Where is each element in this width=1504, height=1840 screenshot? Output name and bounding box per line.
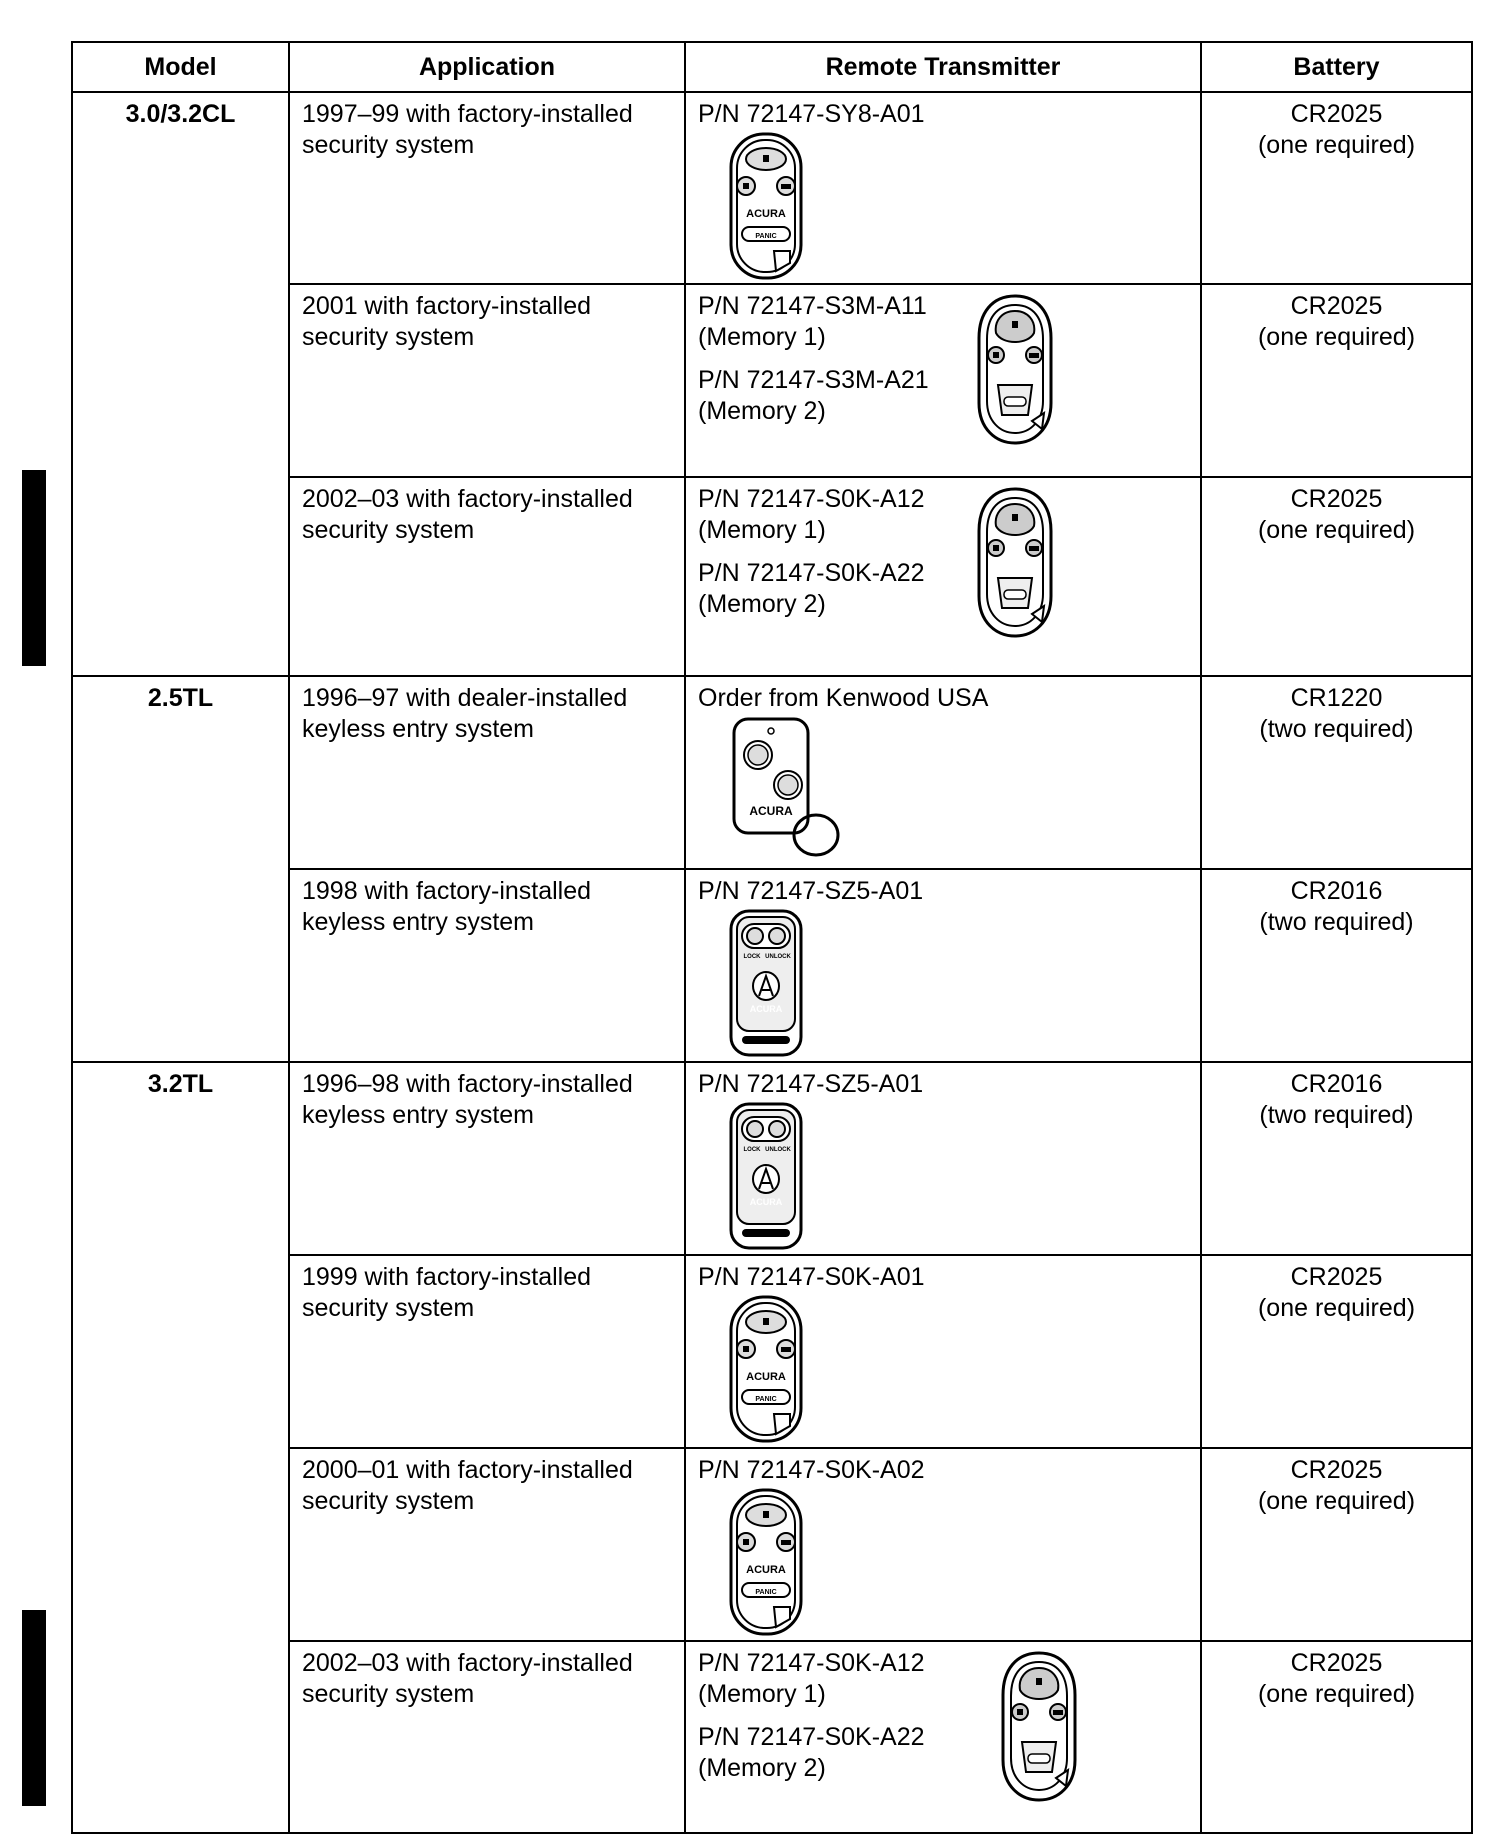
battery-cell [1201,284,1472,477]
oval-panic-icon [728,1487,804,1645]
application-text: security system [302,323,475,351]
application-cell [289,676,685,869]
battery-cell [1201,1255,1472,1448]
header-row [72,42,1472,92]
transmitter-text: P/N 72147-S0K-A02 [698,1456,925,1484]
table-row [72,1062,1472,1255]
battery-text: CR2025 [1290,485,1383,513]
battery-text: (one required) [1257,323,1416,351]
battery-text: CR2016 [1290,877,1383,905]
application-text: 2000–01 with factory-installed [302,1456,633,1484]
svg-text:ACURA: ACURA [749,1004,783,1014]
transmitter-cell [685,869,1201,1062]
kenwood-fob-icon [728,713,848,871]
application-cell [289,284,685,477]
transmitter-text: P/N 72147-SY8-A01 [698,100,925,128]
lock-unlock-fob-icon [728,908,804,1066]
battery-cell [1201,1448,1472,1641]
transmitter-cell [685,1448,1201,1641]
application-cell [289,1255,685,1448]
transmitter-text: P/N 72147-S3M-A21 [698,366,929,394]
oval-panic-icon [728,1294,804,1452]
transmitter-text: (Memory 2) [698,397,826,425]
application-text: security system [302,131,475,159]
application-text: 2002–03 with factory-installed [302,485,633,513]
table-row [72,676,1472,869]
application-text: 1998 with factory-installed [302,877,592,905]
lock-unlock-fob-icon [728,1101,804,1259]
header-battery: Battery [1201,42,1472,92]
application-text: security system [302,1680,475,1708]
svg-text:ACURA: ACURA [746,1371,786,1383]
transmitter-text: P/N 72147-S0K-A22 [698,1723,925,1751]
svg-text:LOCK: LOCK [743,1147,761,1153]
battery-text: CR1220 [1290,684,1383,712]
transmitter-cell [685,1255,1201,1448]
application-text: 1999 with factory-installed [302,1263,592,1291]
transmitter-text: (Memory 1) [698,323,826,351]
battery-cell [1201,1062,1472,1255]
application-cell [289,477,685,676]
svg-text:PANIC: PANIC [755,1396,777,1403]
memory-fob-icon [1000,1650,1078,1812]
battery-text: CR2025 [1290,1456,1383,1484]
battery-cell [1201,869,1472,1062]
battery-cell [1201,1641,1472,1833]
transmitter-cell [685,92,1201,284]
application-text: keyless entry system [302,1101,535,1129]
model-cell: 3.0/3.2CL [72,92,289,676]
transmitter-text: P/N 72147-S0K-A12 [698,485,925,513]
application-text: security system [302,516,475,544]
application-cell [289,1641,685,1833]
transmitter-text: Order from Kenwood USA [698,684,989,712]
transmitter-text: (Memory 2) [698,1754,826,1782]
model-cell: 3.2TL [72,1062,289,1833]
application-text: security system [302,1294,475,1322]
transmitter-text: P/N 72147-S0K-A12 [698,1649,925,1677]
battery-text: (one required) [1257,131,1416,159]
application-text: security system [302,1487,475,1515]
transmitter-cell [685,1641,1201,1833]
application-text: 1997–99 with factory-installed [302,100,633,128]
svg-text:UNLOCK: UNLOCK [765,954,791,960]
svg-text:PANIC: PANIC [755,1589,777,1596]
transmitter-cell [685,1062,1201,1255]
svg-text:LOCK: LOCK [743,954,761,960]
battery-text: (two required) [1259,715,1414,743]
battery-text: CR2025 [1290,292,1383,320]
transmitter-text: P/N 72147-S0K-A01 [698,1263,925,1291]
transmitter-text: (Memory 1) [698,516,826,544]
header-model: Model [72,42,289,92]
transmitter-text: P/N 72147-S3M-A11 [698,292,927,320]
battery-text: (one required) [1257,516,1416,544]
svg-text:ACURA: ACURA [749,1197,783,1207]
transmitter-text: P/N 72147-SZ5-A01 [698,1070,924,1098]
header-application: Application [289,42,685,92]
application-cell [289,92,685,284]
application-cell [289,1448,685,1641]
svg-text:PANIC: PANIC [755,233,777,240]
table-body [72,92,1472,1833]
battery-cell [1201,92,1472,284]
battery-text: CR2025 [1290,1649,1383,1677]
transmitter-text: (Memory 1) [698,1680,826,1708]
battery-text: (two required) [1259,908,1414,936]
battery-cell [1201,676,1472,869]
application-cell [289,869,685,1062]
memory-fob-icon [976,293,1054,455]
battery-text: CR2025 [1290,1263,1383,1291]
oval-panic-icon [728,131,804,289]
battery-text: CR2016 [1290,1070,1383,1098]
svg-text:ACURA: ACURA [746,208,786,220]
battery-cell [1201,477,1472,676]
section-tab-marker-lower [22,1610,46,1806]
battery-text: (two required) [1259,1101,1414,1129]
battery-text: (one required) [1257,1680,1416,1708]
svg-text:UNLOCK: UNLOCK [765,1147,791,1153]
application-text: 2002–03 with factory-installed [302,1649,633,1677]
application-text: 2001 with factory-installed [302,292,592,320]
svg-text:ACURA: ACURA [746,1564,786,1576]
application-text: keyless entry system [302,715,535,743]
transmitter-cell [685,676,1201,869]
transmitter-text: P/N 72147-S0K-A22 [698,559,925,587]
application-text: keyless entry system [302,908,535,936]
model-cell: 2.5TL [72,676,289,1062]
transmitter-text: P/N 72147-SZ5-A01 [698,877,924,905]
remote-transmitter-table [71,41,1473,1834]
transmitter-cell [685,477,1201,676]
battery-text: (one required) [1257,1294,1416,1322]
battery-text: CR2025 [1290,100,1383,128]
section-tab-marker-upper [22,470,46,666]
battery-text: (one required) [1257,1487,1416,1515]
svg-text:ACURA: ACURA [749,804,793,818]
application-cell [289,1062,685,1255]
memory-fob-icon [976,486,1054,648]
transmitter-text: (Memory 2) [698,590,826,618]
transmitter-cell [685,284,1201,477]
table-row [72,92,1472,284]
application-text: 1996–98 with factory-installed [302,1070,633,1098]
header-remote-transmitter: Remote Transmitter [685,42,1201,92]
application-text: 1996–97 with dealer-installed [302,684,628,712]
